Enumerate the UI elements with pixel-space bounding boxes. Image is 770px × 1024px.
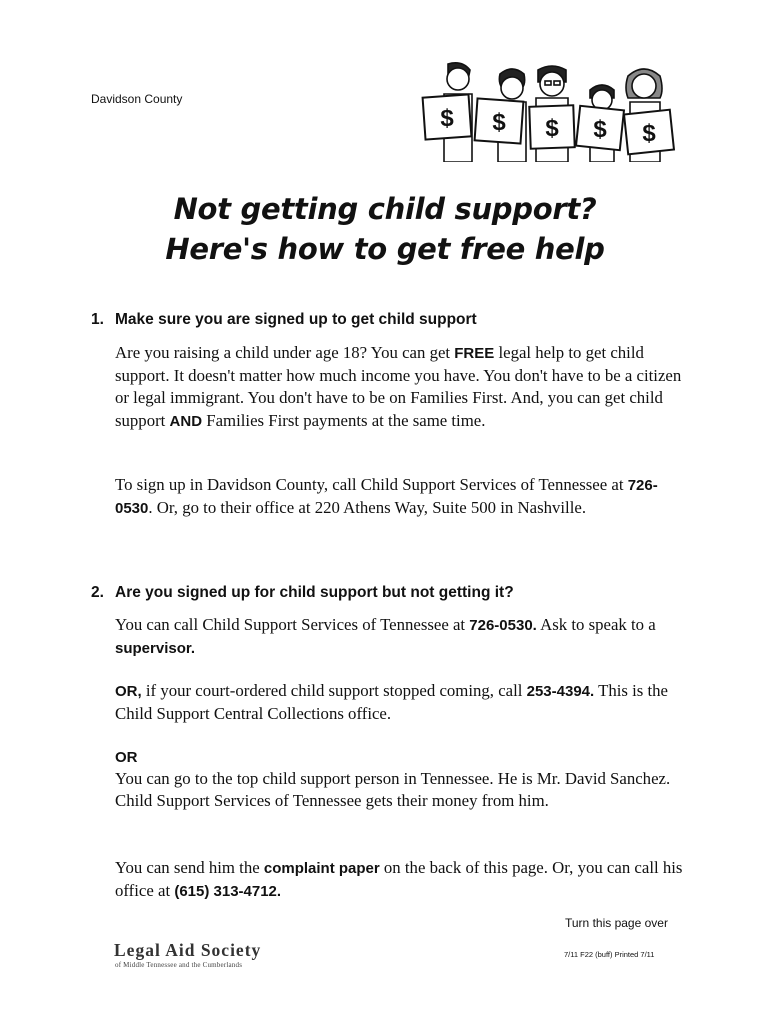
dollar-sign-text: $ [642, 120, 656, 147]
paragraph-text: You can call Child Support Services of Tennessee at [115, 615, 470, 634]
legal-aid-society-logo: Legal Aid Society [114, 940, 262, 960]
dollar-sign-text: $ [440, 105, 454, 132]
phone-number: 726-0530. [469, 617, 537, 634]
or-label [115, 746, 695, 769]
section-number: 2. [91, 584, 104, 601]
section-1-paragraph-2 [115, 474, 695, 520]
section-2-paragraph-3: You can go to the top child support person in Tennessee. He is Mr. David Sanchez. Child Support Services of Tennessee gets their money from him. [115, 769, 671, 811]
section-2-heading [91, 584, 514, 602]
emphasis-or: OR, [115, 683, 142, 700]
county-label: Davidson County [91, 92, 183, 106]
children-holding-dollar-signs-illustration [418, 62, 676, 162]
page-title-line-2: Here's how to get free help [165, 232, 605, 266]
phone-number: (615) 313-4712. [174, 883, 282, 901]
dollar-sign-text: $ [593, 116, 607, 143]
turn-page-over-note: Turn this page over [565, 916, 668, 930]
phone-number: 253-4394. [526, 683, 595, 700]
paragraph-text: on the back of this page. Or, you can call his office at [115, 858, 683, 901]
emphasis-complaint-paper: complaint paper [263, 860, 380, 877]
paragraph-text: if your court-ordered child support stopped coming, call [141, 681, 527, 700]
dollar-sign-text: $ [545, 115, 559, 142]
paragraph-text: Are you raising a child under age 18? You can get [115, 343, 455, 362]
section-number: 1. [91, 311, 104, 328]
section-1-paragraph-1 [115, 342, 695, 433]
emphasis-supervisor: supervisor. [115, 640, 196, 658]
legal-aid-society-logo-subtitle: of Middle Tennessee and the Cumberlands [115, 961, 243, 969]
section-2-paragraph-1 [115, 614, 695, 660]
emphasis-or: OR [115, 749, 138, 766]
section-2-paragraph-4 [115, 857, 695, 903]
section-heading-text: Are you signed up for child support but not getting it? [115, 584, 514, 601]
paragraph-text: Ask to speak to a [536, 615, 656, 634]
page-title-line-1: Not getting child support? [173, 192, 597, 226]
paragraph-text: To sign up in Davidson County, call Child Support Services of Tennessee at [115, 475, 628, 494]
paragraph-text: . Or, go to their office at 220 Athens Way, Suite 500 in Nashville. [148, 498, 587, 518]
emphasis-and: AND [169, 412, 203, 430]
paragraph-text: legal help to get child support. It doesn't matter how much income you have. You don't have to be a citizen or legal immigrant. You don't have to be on Families First. And, you can get child support [115, 343, 682, 430]
paragraph-text: This is the Child Support Central Collections office. [115, 681, 668, 724]
dollar-sign-text: $ [492, 109, 506, 136]
paragraph-text: You can send him the [115, 858, 264, 877]
paragraph-text: Families First payments at the same time. [202, 410, 486, 430]
section-heading-text: Make sure you are signed up to get child support [115, 311, 477, 328]
section-1-heading [91, 311, 477, 329]
section-2-paragraph-2 [115, 680, 695, 725]
phone-number: 726-0530 [115, 477, 658, 518]
form-code: 7/11 F22 (buff) Printed 7/11 [564, 950, 655, 959]
emphasis-free: FREE [454, 345, 495, 362]
